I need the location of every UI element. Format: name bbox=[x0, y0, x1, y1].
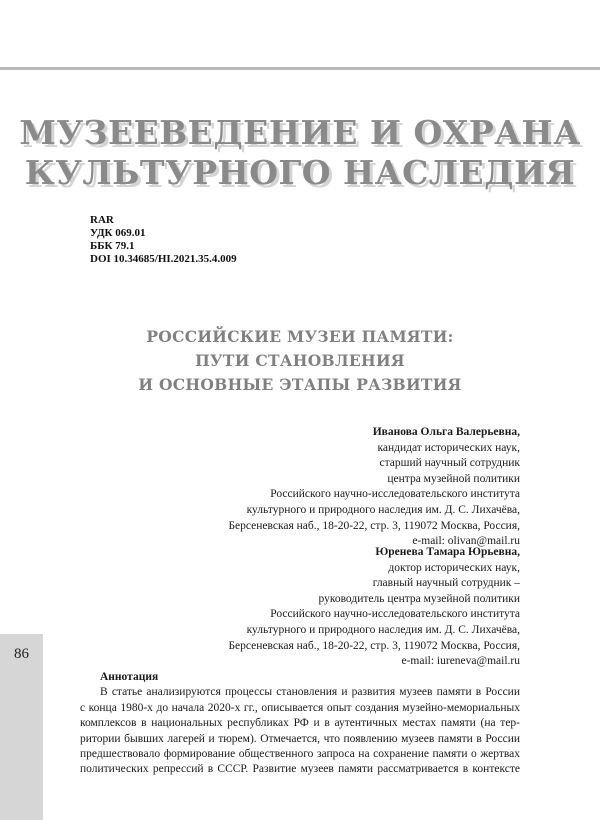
section-title-line2: КУЛЬТУРНОГО НАСЛЕДИЯ bbox=[24, 153, 576, 192]
author-name: Юренева Тамара Юрьевна, bbox=[375, 546, 520, 558]
author-name: Иванова Ольга Валерьевна, bbox=[372, 426, 520, 438]
top-rule bbox=[0, 67, 600, 70]
author-block-1 bbox=[228, 425, 520, 550]
code-doi: DOI 10.34685/HI.2021.35.4.009 bbox=[90, 253, 237, 265]
article-title-line2: ПУТИ СТАНОВЛЕНИЯ bbox=[195, 351, 405, 370]
author-info-line: Российского научно-исследовательского института bbox=[270, 608, 520, 621]
author-info-line: культурного и природного наследия им. Д. С. Лихачёва, bbox=[246, 503, 520, 516]
article-title-line3: И ОСНОВНЫЕ ЭТАПЫ РАЗВИТИЯ bbox=[138, 375, 462, 394]
abstract-line: В статье анализируются процессы становления и развития музеев памяти в России bbox=[100, 686, 520, 699]
code-rar: RAR bbox=[90, 214, 114, 226]
page-number: 86 bbox=[14, 646, 29, 662]
author-info-line: культурного и природного наследия им. Д. С. Лихачёва, bbox=[246, 623, 520, 636]
author-block-2 bbox=[228, 545, 520, 670]
author-info-line: Берсеневская наб., 18-20-22, стр. 3, 119072 Москва, Россия, bbox=[228, 519, 520, 532]
section-title-line1: МУЗЕЕВЕДЕНИЕ И ОХРАНА bbox=[19, 113, 581, 152]
author-info-line: главный научный сотрудник – bbox=[372, 577, 520, 590]
author-email[interactable]: e-mail: iureneva@mail.ru bbox=[401, 655, 520, 668]
abstract-line: комплексов в национальных республиках РФ и в аутентичных местах памяти (на тер- bbox=[80, 717, 520, 730]
abstract-line: предшествовало формирование общественного запроса на сохранение памяти о жертвах bbox=[80, 748, 520, 761]
author-info-line: старший научный сотрудник bbox=[379, 457, 520, 470]
author-info-line: доктор исторических наук, bbox=[388, 561, 520, 574]
author-info-line: кандидат исторических наук, bbox=[377, 441, 520, 454]
article-title-line1: РОССИЙСКИЕ МУЗЕИ ПАМЯТИ: bbox=[146, 327, 454, 346]
abstract-line: политических репрессий в СССР. Развитие музеев памяти рассматривается в контексте bbox=[80, 763, 520, 776]
author-info-line: Берсеневская наб., 18-20-22, стр. 3, 119072 Москва, Россия, bbox=[228, 639, 520, 652]
abstract-line: с конца 1980-х до начала 2020-х гг., описывается опыт создания музейно-мемориальных bbox=[80, 701, 520, 714]
code-bbk: ББК 79.1 bbox=[90, 240, 135, 252]
abstract bbox=[80, 670, 520, 778]
author-email[interactable]: e-mail: olivan@mail.ru bbox=[412, 535, 520, 548]
abstract-line: ритории бывших лагерей и тюрем). Отмечается, что появлению музеев памяти в России bbox=[80, 732, 520, 745]
author-info-line: руководитель центра музейной политики bbox=[318, 592, 520, 605]
author-info-line: Российского научно-исследовательского института bbox=[270, 488, 520, 501]
abstract-heading: Аннотация bbox=[100, 671, 159, 683]
code-udk: УДК 069.01 bbox=[90, 227, 146, 239]
author-info-line: центра музейной политики bbox=[387, 472, 520, 485]
classification-codes bbox=[90, 214, 237, 266]
